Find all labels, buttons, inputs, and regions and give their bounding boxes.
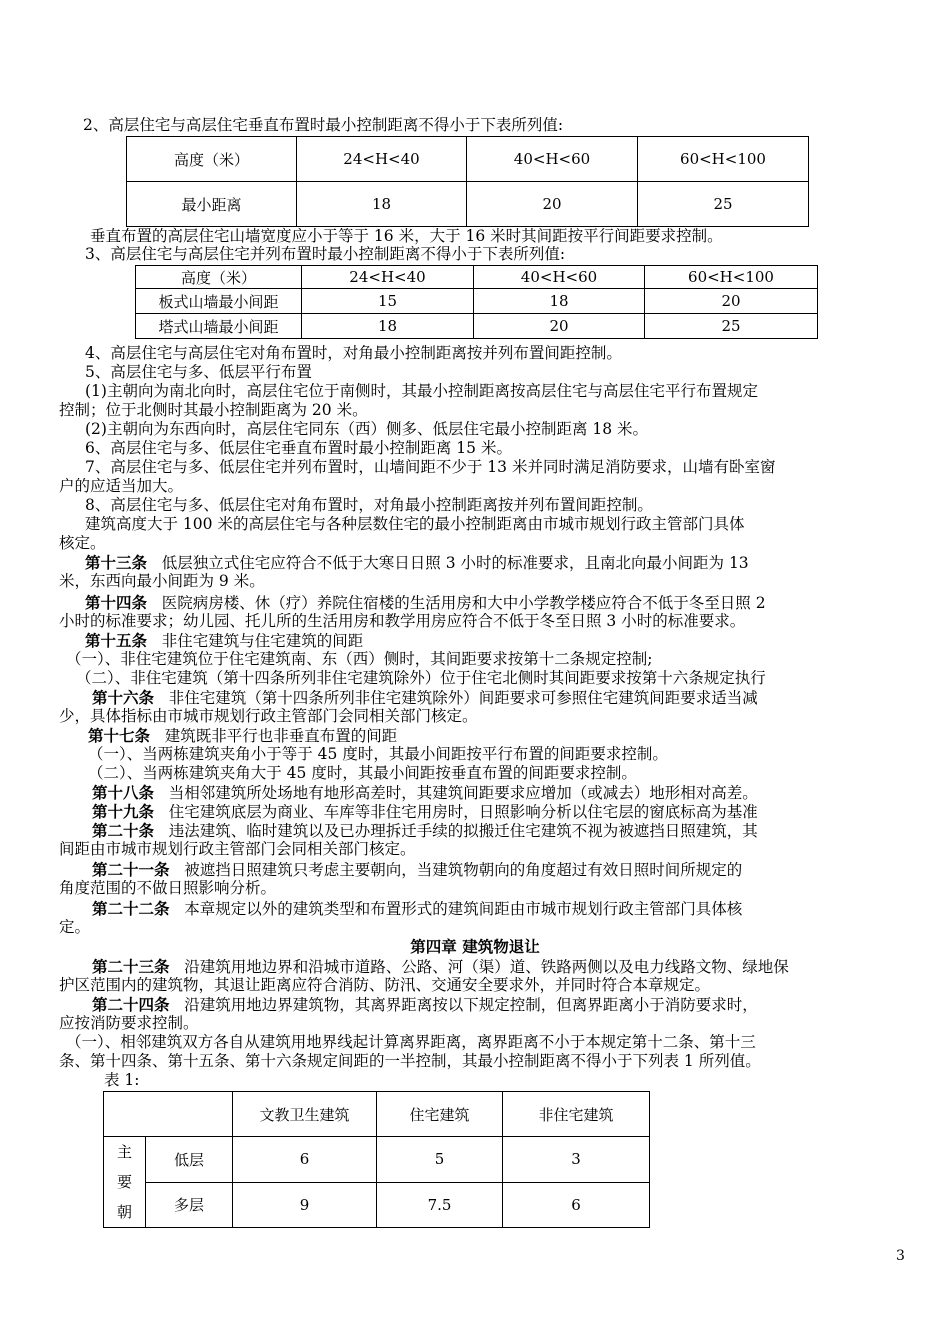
page-number: 3 [896, 1248, 905, 1264]
article-17 [88, 726, 934, 746]
article-text: 住宅建筑底层为商业、车库等非住宅用房时，日照影响分析以住宅层的窗底标高为基准 [168, 803, 758, 821]
article-21-cont: 角度范围的不做日照影响分析。 [59, 879, 277, 897]
article-21 [92, 860, 938, 880]
table-cell: 6 [503, 1182, 650, 1228]
article-14-cont: 小时的标准要求；幼儿园、托儿所的生活用房和教学用房应符合不低于冬至日照 3 小时的标准要求。 [59, 612, 746, 630]
paragraph-line: 5、高层住宅与多、低层平行布置 [85, 363, 312, 381]
table-cell: 3 [503, 1137, 650, 1183]
table-cell: 高度（米） [136, 266, 302, 289]
article-head: 第十八条 [92, 783, 155, 802]
article-head: 第十五条 [85, 631, 148, 650]
article-24 [92, 995, 938, 1015]
article-24-sub1: （一）、相邻建筑双方各自从建筑用地界线起计算离界距离，离界距离不小于本规定第十二条、第十三 [66, 1033, 756, 1051]
table-cell: 25 [645, 314, 818, 339]
chapter-heading: 第四章 建筑物退让 [410, 937, 540, 956]
table-row [104, 1137, 650, 1183]
article-22 [92, 899, 938, 919]
article-23-cont: 护区范围内的建筑物，其退让距离应符合消防、防汛、交通安全要求外，并同时符合本章规定。 [59, 976, 711, 994]
article-17-sub1: （一）、当两栋建筑夹角小于等于 45 度时，其最小间距按平行布置的间距要求控制。 [88, 745, 668, 763]
article-text: 被遮挡日照建筑只考虑主要朝向，当建筑物朝向的角度超过有效日照时间所规定的 [184, 861, 743, 879]
article-23 [92, 957, 938, 977]
article-head: 第十四条 [85, 593, 148, 612]
article-20 [92, 821, 938, 841]
table-cell: 住宅建筑 [377, 1092, 503, 1137]
article-15-sub1: （一）、非住宅建筑位于住宅建筑南、东（西）侧时，其间距要求按第十二条规定控制; [66, 650, 653, 668]
table-parallel-distance [135, 265, 818, 339]
article-text: 非住宅建筑（第十四条所列非住宅建筑除外）间距要求可参照住宅建筑间距要求适当减 [168, 689, 758, 707]
table-side-cell [104, 1137, 146, 1228]
article-text: 医院病房楼、休（疗）养院住宿楼的生活用房和大中小学教学楼应符合不低于冬至日照 2 [161, 594, 766, 612]
paragraph-line: 控制；位于北侧时其最小控制距离为 20 米。 [59, 401, 368, 419]
paragraph-line: (1)主朝向为南北向时，高层住宅位于南侧时，其最小控制距离按高层住宅与高层住宅平行布置规定 [85, 382, 758, 400]
vertical-note: 垂直布置的高层住宅山墙宽度应小于等于 16 米，大于 16 米时其间距按平行间距要求控制。 [90, 227, 723, 245]
item-2-text: 2、高层住宅与高层住宅垂直布置时最小控制距离不得小于下表所列值: [83, 116, 564, 134]
table-cell [104, 1092, 233, 1137]
article-text: 非住宅建筑与住宅建筑的间距 [161, 632, 364, 650]
table-cell: 40<H<60 [474, 266, 645, 289]
article-16 [92, 688, 938, 708]
table-cell: 60<H<100 [645, 266, 818, 289]
table-cell: 最小距离 [127, 182, 297, 227]
table-cell: 板式山墙最小间距 [136, 289, 302, 314]
table-row [136, 289, 818, 314]
article-head: 第二十条 [92, 821, 155, 840]
table-row [104, 1182, 650, 1228]
paragraph-line: 8、高层住宅与多、低层住宅对角布置时，对角最小控制距离按并列布置间距控制。 [85, 496, 653, 514]
table-cell: 多层 [146, 1182, 233, 1228]
side-label: 主要朝 [116, 1143, 132, 1221]
paragraph-line: 7、高层住宅与多、低层住宅并列布置时，山墙间距不少于 13 米并同时满足消防要求，山墙有卧室窗 [85, 458, 776, 476]
table-cell: 24<H<40 [302, 266, 474, 289]
paragraph-line: 户的应适当加大。 [59, 477, 184, 495]
article-head: 第十三条 [85, 553, 148, 572]
table-cell: 60<H<100 [638, 137, 809, 182]
paragraph-line: 4、高层住宅与高层住宅对角布置时，对角最小控制距离按并列布置间距控制。 [85, 344, 622, 362]
article-head: 第二十二条 [92, 899, 170, 918]
table-cell: 20 [474, 314, 645, 339]
article-14 [85, 593, 931, 613]
article-text: 当相邻建筑所处场地有地形高差时，其建筑间距要求应增加（或减去）地形相对高差。 [168, 784, 758, 802]
article-18 [92, 783, 938, 803]
table-cell: 15 [302, 289, 474, 314]
table-row [136, 266, 818, 289]
article-head: 第二十一条 [92, 860, 170, 879]
table-row [127, 137, 809, 182]
article-17-sub2: （二）、当两栋建筑夹角大于 45 度时，其最小间距按垂直布置的间距要求控制。 [88, 764, 637, 782]
table-setback-distance [103, 1091, 650, 1228]
table-cell: 塔式山墙最小间距 [136, 314, 302, 339]
article-24-sub1-cont: 条、第十四条、第十五条、第十六条规定间距的一半控制，其最小控制距离不得小于下列表 1 所列值。 [59, 1052, 761, 1070]
table-cell: 7.5 [377, 1182, 503, 1228]
table-cell: 文教卫生建筑 [233, 1092, 377, 1137]
table-row [104, 1092, 650, 1137]
article-text: 沿建筑用地边界和沿城市道路、公路、河（渠）道、铁路两侧以及电力线路文物、绿地保 [184, 958, 789, 976]
paragraph-line: 6、高层住宅与多、低层住宅垂直布置时最小控制距离 15 米。 [85, 439, 512, 457]
table-cell: 9 [233, 1182, 377, 1228]
table-row [136, 314, 818, 339]
table-cell: 非住宅建筑 [503, 1092, 650, 1137]
table-cell: 5 [377, 1137, 503, 1183]
table-cell: 20 [467, 182, 638, 227]
article-head: 第二十四条 [92, 995, 170, 1014]
article-text: 违法建筑、临时建筑以及已办理拆迁手续的拟搬迁住宅建筑不视为被遮挡日照建筑，其 [168, 822, 758, 840]
article-22-cont: 定。 [59, 918, 91, 936]
paragraph-line: (2)主朝向为东西向时，高层住宅同东（西）侧多、低层住宅最小控制距离 18 米。 [85, 420, 649, 438]
table-cell: 低层 [146, 1137, 233, 1183]
article-head: 第二十三条 [92, 957, 170, 976]
article-24-cont: 应按消防要求控制。 [59, 1014, 199, 1032]
table-cell: 40<H<60 [467, 137, 638, 182]
article-head: 第十六条 [92, 688, 155, 707]
paragraph-line: 建筑高度大于 100 米的高层住宅与各种层数住宅的最小控制距离由市城市规划行政主管部门具体 [85, 515, 745, 533]
paragraph-line: 核定。 [59, 534, 106, 552]
article-19 [92, 802, 938, 822]
item-3-text: 3、高层住宅与高层住宅并列布置时最小控制距离不得小于下表所列值: [85, 245, 566, 263]
article-text: 低层独立式住宅应符合不低于大寒日日照 3 小时的标准要求，且南北向最小间距为 13 [161, 554, 749, 572]
article-13-cont: 米，东西向最小间距为 9 米。 [59, 572, 265, 590]
article-text: 建筑既非平行也非垂直布置的间距 [164, 727, 398, 745]
table-cell: 18 [297, 182, 467, 227]
article-text: 沿建筑用地边界建筑物，其离界距离按以下规定控制，但离界距离小于消防要求时， [184, 996, 758, 1014]
article-head: 第十七条 [88, 726, 151, 745]
article-15 [85, 631, 931, 651]
article-20-cont: 间距由市城市规划行政主管部门会同相关部门核定。 [59, 840, 416, 858]
table-cell: 高度（米） [127, 137, 297, 182]
table-cell: 25 [638, 182, 809, 227]
article-13 [85, 553, 931, 573]
table-vertical-distance [126, 136, 809, 227]
table-cell: 24<H<40 [297, 137, 467, 182]
table-caption: 表 1: [104, 1071, 140, 1089]
article-head: 第十九条 [92, 802, 155, 821]
article-15-sub2: （二）、非住宅建筑（第十四条所列非住宅建筑除外）位于住宅北侧时其间距要求按第十六条规定执行 [76, 669, 766, 687]
article-16-cont: 少，具体指标由市城市规划行政主管部门会同相关部门核定。 [59, 707, 478, 725]
table-cell: 6 [233, 1137, 377, 1183]
table-row [127, 182, 809, 227]
table-cell: 18 [302, 314, 474, 339]
table-cell: 20 [645, 289, 818, 314]
article-text: 本章规定以外的建筑类型和布置形式的建筑间距由市城市规划行政主管部门具体核 [184, 900, 743, 918]
table-cell: 18 [474, 289, 645, 314]
